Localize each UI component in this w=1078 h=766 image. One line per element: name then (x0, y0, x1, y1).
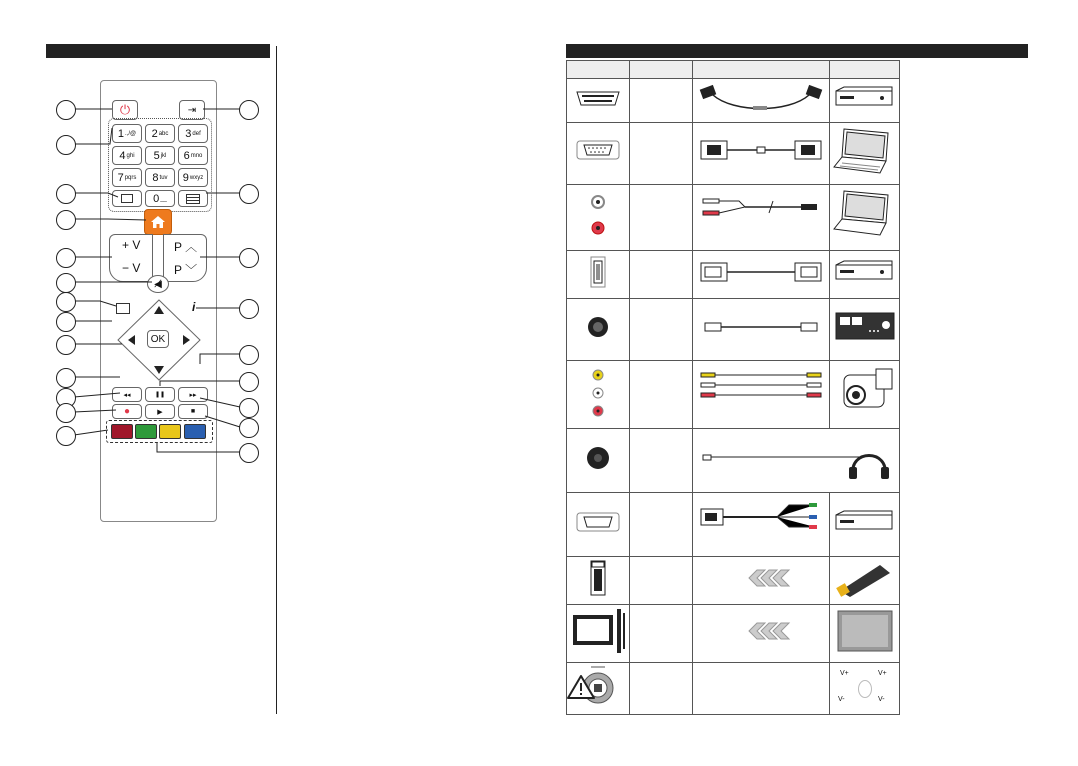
camcorder-icon (830, 361, 899, 423)
spdif-icon (567, 299, 629, 355)
table-row (567, 429, 900, 493)
key-5[interactable]: 5 jkl (145, 146, 175, 165)
hdmi-icon (567, 251, 629, 293)
callout-marker (239, 100, 259, 120)
usb-stick-icon (830, 557, 899, 599)
headphone-jack-icon (567, 429, 629, 487)
dvd-player-icon (830, 493, 899, 551)
chevron-down-icon: ﹀ (185, 263, 198, 277)
callout-marker (56, 135, 76, 155)
joystick-directions-icon (830, 666, 899, 712)
vga-icon (567, 123, 629, 179)
headphones-cable-icon (693, 429, 899, 487)
table-row (567, 361, 900, 429)
callout-marker (56, 184, 76, 204)
table-row (567, 123, 900, 185)
callout-marker (56, 100, 76, 120)
warning-triangle-icon (566, 674, 596, 700)
scart-cable-icon (693, 79, 829, 117)
table-row (567, 557, 900, 605)
program-up-label: P ︿ (174, 240, 198, 254)
callout-marker (56, 273, 76, 293)
key-3[interactable]: 3 def (178, 124, 208, 143)
rewind-button[interactable]: ◂◂ (112, 387, 142, 402)
record-button[interactable]: ● (112, 404, 142, 419)
table-row (567, 299, 900, 361)
key-4[interactable]: 4 ghi (112, 146, 142, 165)
callout-marker (239, 345, 259, 365)
ypbpr-icon (567, 493, 629, 551)
dvd-player-icon (830, 79, 899, 117)
table-row (567, 251, 900, 299)
header-cell (630, 61, 693, 79)
insert-arrows-icon (693, 557, 829, 599)
callout-marker (56, 403, 76, 423)
audio-cable-icon (693, 185, 829, 245)
power-button[interactable]: ⏻ (112, 100, 138, 120)
key-0[interactable]: 0 __ (145, 190, 175, 207)
table-header-row (567, 61, 900, 79)
play-button[interactable]: ▶ (145, 404, 175, 419)
dvd-player-icon (830, 251, 899, 293)
key-1[interactable]: 1 .,/@ (112, 124, 142, 143)
av-cable-icon (693, 361, 829, 423)
volume-down-label: − V (122, 261, 141, 275)
chevron-up-icon: ︿ (185, 240, 198, 254)
ypbpr-cable-icon (693, 493, 829, 551)
info-button[interactable]: i (192, 300, 196, 314)
key-7[interactable]: 7 pqrs (112, 168, 142, 187)
callout-marker (56, 312, 76, 332)
callout-marker (239, 184, 259, 204)
pause-button[interactable]: ❚❚ (145, 387, 175, 402)
joystick-up-label: V+ (840, 669, 849, 677)
header-cell (567, 61, 630, 79)
callout-marker (239, 299, 259, 319)
callout-marker (239, 443, 259, 463)
callout-marker (56, 248, 76, 268)
key-6[interactable]: 6 mno (178, 146, 208, 165)
callout-marker (56, 210, 76, 230)
callout-marker (56, 292, 76, 312)
header-cell (693, 61, 830, 79)
table-row (567, 605, 900, 663)
connections-table (566, 60, 900, 715)
joystick-right-label: V+ (878, 669, 887, 677)
callout-marker (56, 368, 76, 388)
composite-av-icon (567, 361, 629, 423)
callout-marker (56, 426, 76, 446)
key-9[interactable]: 9 wxyz (178, 168, 208, 187)
headphones-icon (849, 456, 889, 480)
table-row (567, 79, 900, 123)
scart-icon (567, 79, 629, 117)
stop-button[interactable]: ■ (178, 404, 208, 419)
key-8[interactable]: 8 tuv (145, 168, 175, 187)
insert-arrows-icon (693, 605, 829, 657)
audio-rca-icon (567, 185, 629, 245)
amplifier-icon (830, 299, 899, 355)
source-button[interactable]: ⇥ (179, 100, 205, 120)
ok-button[interactable]: OK (147, 330, 169, 348)
table-row (567, 493, 900, 557)
coaxial-cable-icon (693, 299, 829, 355)
table-row (567, 185, 900, 251)
callout-marker (239, 418, 259, 438)
fast-forward-button[interactable]: ▸▸ (178, 387, 208, 402)
joystick-left-label: V- (838, 695, 845, 703)
key-2[interactable]: 2 abc (145, 124, 175, 143)
laptop-icon (830, 185, 899, 245)
volume-up-label: + V (122, 238, 141, 252)
hdmi-cable-icon (693, 251, 829, 293)
header-cell (830, 61, 900, 79)
joystick-down-label: V- (878, 695, 885, 703)
ci-module-icon (830, 605, 899, 657)
usb-port-icon (567, 557, 629, 599)
callout-marker (239, 398, 259, 418)
table-row (567, 663, 900, 715)
ci-slot-icon (567, 605, 629, 657)
mute-icon: ◀̸ (154, 278, 162, 290)
callout-marker (239, 372, 259, 392)
program-down-label: P ﹀ (174, 263, 198, 277)
vga-cable-icon (693, 123, 829, 179)
callout-marker (239, 248, 259, 268)
laptop-icon (830, 123, 899, 179)
callout-marker (56, 335, 76, 355)
